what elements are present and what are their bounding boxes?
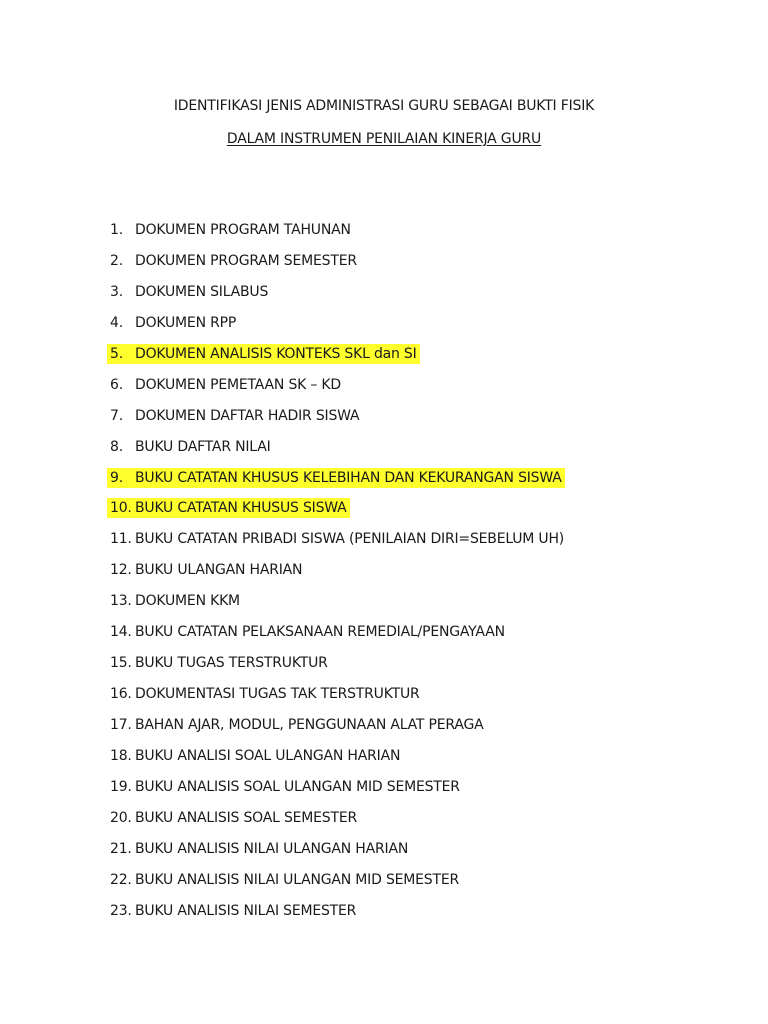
list-item-text: DOKUMEN SILABUS [135,283,269,300]
list-item-text: BUKU CATATAN PELAKSANAAN REMEDIAL/PENGAYAAN [135,624,505,641]
list-item-number: 14. [110,624,132,641]
item-text-wrap [107,251,360,271]
list-item [110,808,567,839]
item-text-wrap [107,591,243,611]
document-subtitle-text: DALAM INSTRUMEN PENILAIAN KINERJA GURU [226,131,542,147]
list-item-text: BUKU CATATAN KHUSUS KELEBIHAN DAN KEKURANGAN SISWA [135,469,562,486]
list-item-text: BUKU ULANGAN HARIAN [135,562,303,579]
highlighted-text [107,468,565,488]
item-text-wrap [107,653,331,673]
list-item-text: BUKU TUGAS TERSTRUKTUR [135,655,328,672]
item-text-wrap [107,684,423,704]
list-item-text: BUKU ANALISIS NILAI ULANGAN MID SEMESTER [135,871,460,888]
item-text-wrap [107,870,462,890]
list-item-text: BUKU ANALISIS SOAL SEMESTER [135,809,358,826]
list-item-number: 23. [110,902,132,919]
item-text-wrap [107,529,567,549]
list-item [110,715,567,746]
list-item [110,498,567,529]
item-text-wrap [107,808,360,828]
list-item [110,375,567,406]
item-text-wrap [107,715,487,735]
document-list [110,220,567,932]
list-item-number: 4. [110,314,123,331]
item-text-wrap [107,560,305,580]
list-item-number: 17. [110,717,132,733]
list-item-number: 9. [110,469,123,486]
list-item [110,870,567,901]
item-text-wrap [107,313,239,333]
list-item-text: DOKUMEN PROGRAM TAHUNAN [135,222,351,238]
list-item-text: DOKUMEN KKM [135,593,240,610]
list-item-number: 10. [110,500,132,517]
document-subtitle [0,131,768,147]
item-text-wrap [107,375,344,395]
item-text-wrap [107,622,508,642]
list-item-text: BUKU ANALISIS NILAI SEMESTER [135,902,357,919]
list-item-number: 8. [110,438,123,455]
list-item-text: DOKUMEN DAFTAR HADIR SISWA [135,407,360,424]
list-item [110,746,567,777]
list-item-number: 16. [110,686,132,703]
list-item-text: DOKUMEN ANALISIS KONTEKS SKL dan SI [135,345,417,362]
list-item-number: 21. [110,840,132,857]
list-item-number: 1. [110,222,123,238]
list-item-number: 20. [110,809,132,826]
list-item-number: 6. [110,376,123,393]
list-item-text: BUKU CATATAN KHUSUS SISWA [135,500,347,517]
item-text-wrap [107,406,362,426]
list-item [110,282,567,313]
highlighted-text [107,344,420,364]
list-item [110,437,567,468]
item-text-wrap [107,437,274,457]
list-item-text: BUKU ANALISIS NILAI ULANGAN HARIAN [135,840,409,857]
list-item [110,901,567,932]
list-item-text: DOKUMEN PROGRAM SEMESTER [135,252,357,269]
list-item-number: 7. [110,407,123,424]
list-item [110,684,567,715]
list-item [110,777,567,808]
list-item [110,468,567,499]
list-item-text: BUKU ANALISIS SOAL ULANGAN MID SEMESTER [135,778,460,795]
list-item-text: DOKUMENTASI TUGAS TAK TERSTRUKTUR [135,686,420,703]
list-item [110,622,567,653]
list-item-number: 13. [110,593,132,610]
list-item-text: DOKUMEN RPP [135,314,237,331]
list-item-text: BUKU CATATAN PRIBADI SISWA (PENILAIAN DIRI=SEBELUM UH) [135,531,565,548]
list-item [110,839,567,870]
list-item [110,406,567,437]
list-item [110,653,567,684]
item-text-wrap [107,282,271,302]
list-item [110,251,567,282]
list-item-number: 3. [110,283,123,300]
item-text-wrap [107,220,354,240]
list-item-number: 5. [110,345,123,362]
list-item-number: 15. [110,655,132,672]
highlighted-text [107,498,350,518]
item-text-wrap [107,777,463,797]
list-item-number: 2. [110,252,123,269]
list-item-text: BUKU ANALISI SOAL ULANGAN HARIAN [135,747,401,764]
list-item-number: 19. [110,778,132,795]
list-item-number: 18. [110,747,132,764]
list-item-text: BUKU DAFTAR NILAI [135,438,271,455]
item-text-wrap [107,901,359,921]
list-item [110,344,567,375]
list-item-number: 11. [110,531,132,548]
list-item [110,529,567,560]
list-item [110,220,567,251]
list-item-number: 22. [110,871,132,888]
list-item-number: 12. [110,562,132,579]
item-text-wrap [107,746,403,766]
document-title: IDENTIFIKASI JENIS ADMINISTRASI GURU SEBAGAI BUKTI FISIK [173,98,595,114]
list-item-text: DOKUMEN PEMETAAN SK – KD [135,376,341,393]
item-text-wrap [107,839,411,859]
list-item [110,560,567,591]
list-item [110,313,567,344]
list-item [110,591,567,622]
list-item-text: BAHAN AJAR, MODUL, PENGGUNAAN ALAT PERAGA [135,717,484,733]
